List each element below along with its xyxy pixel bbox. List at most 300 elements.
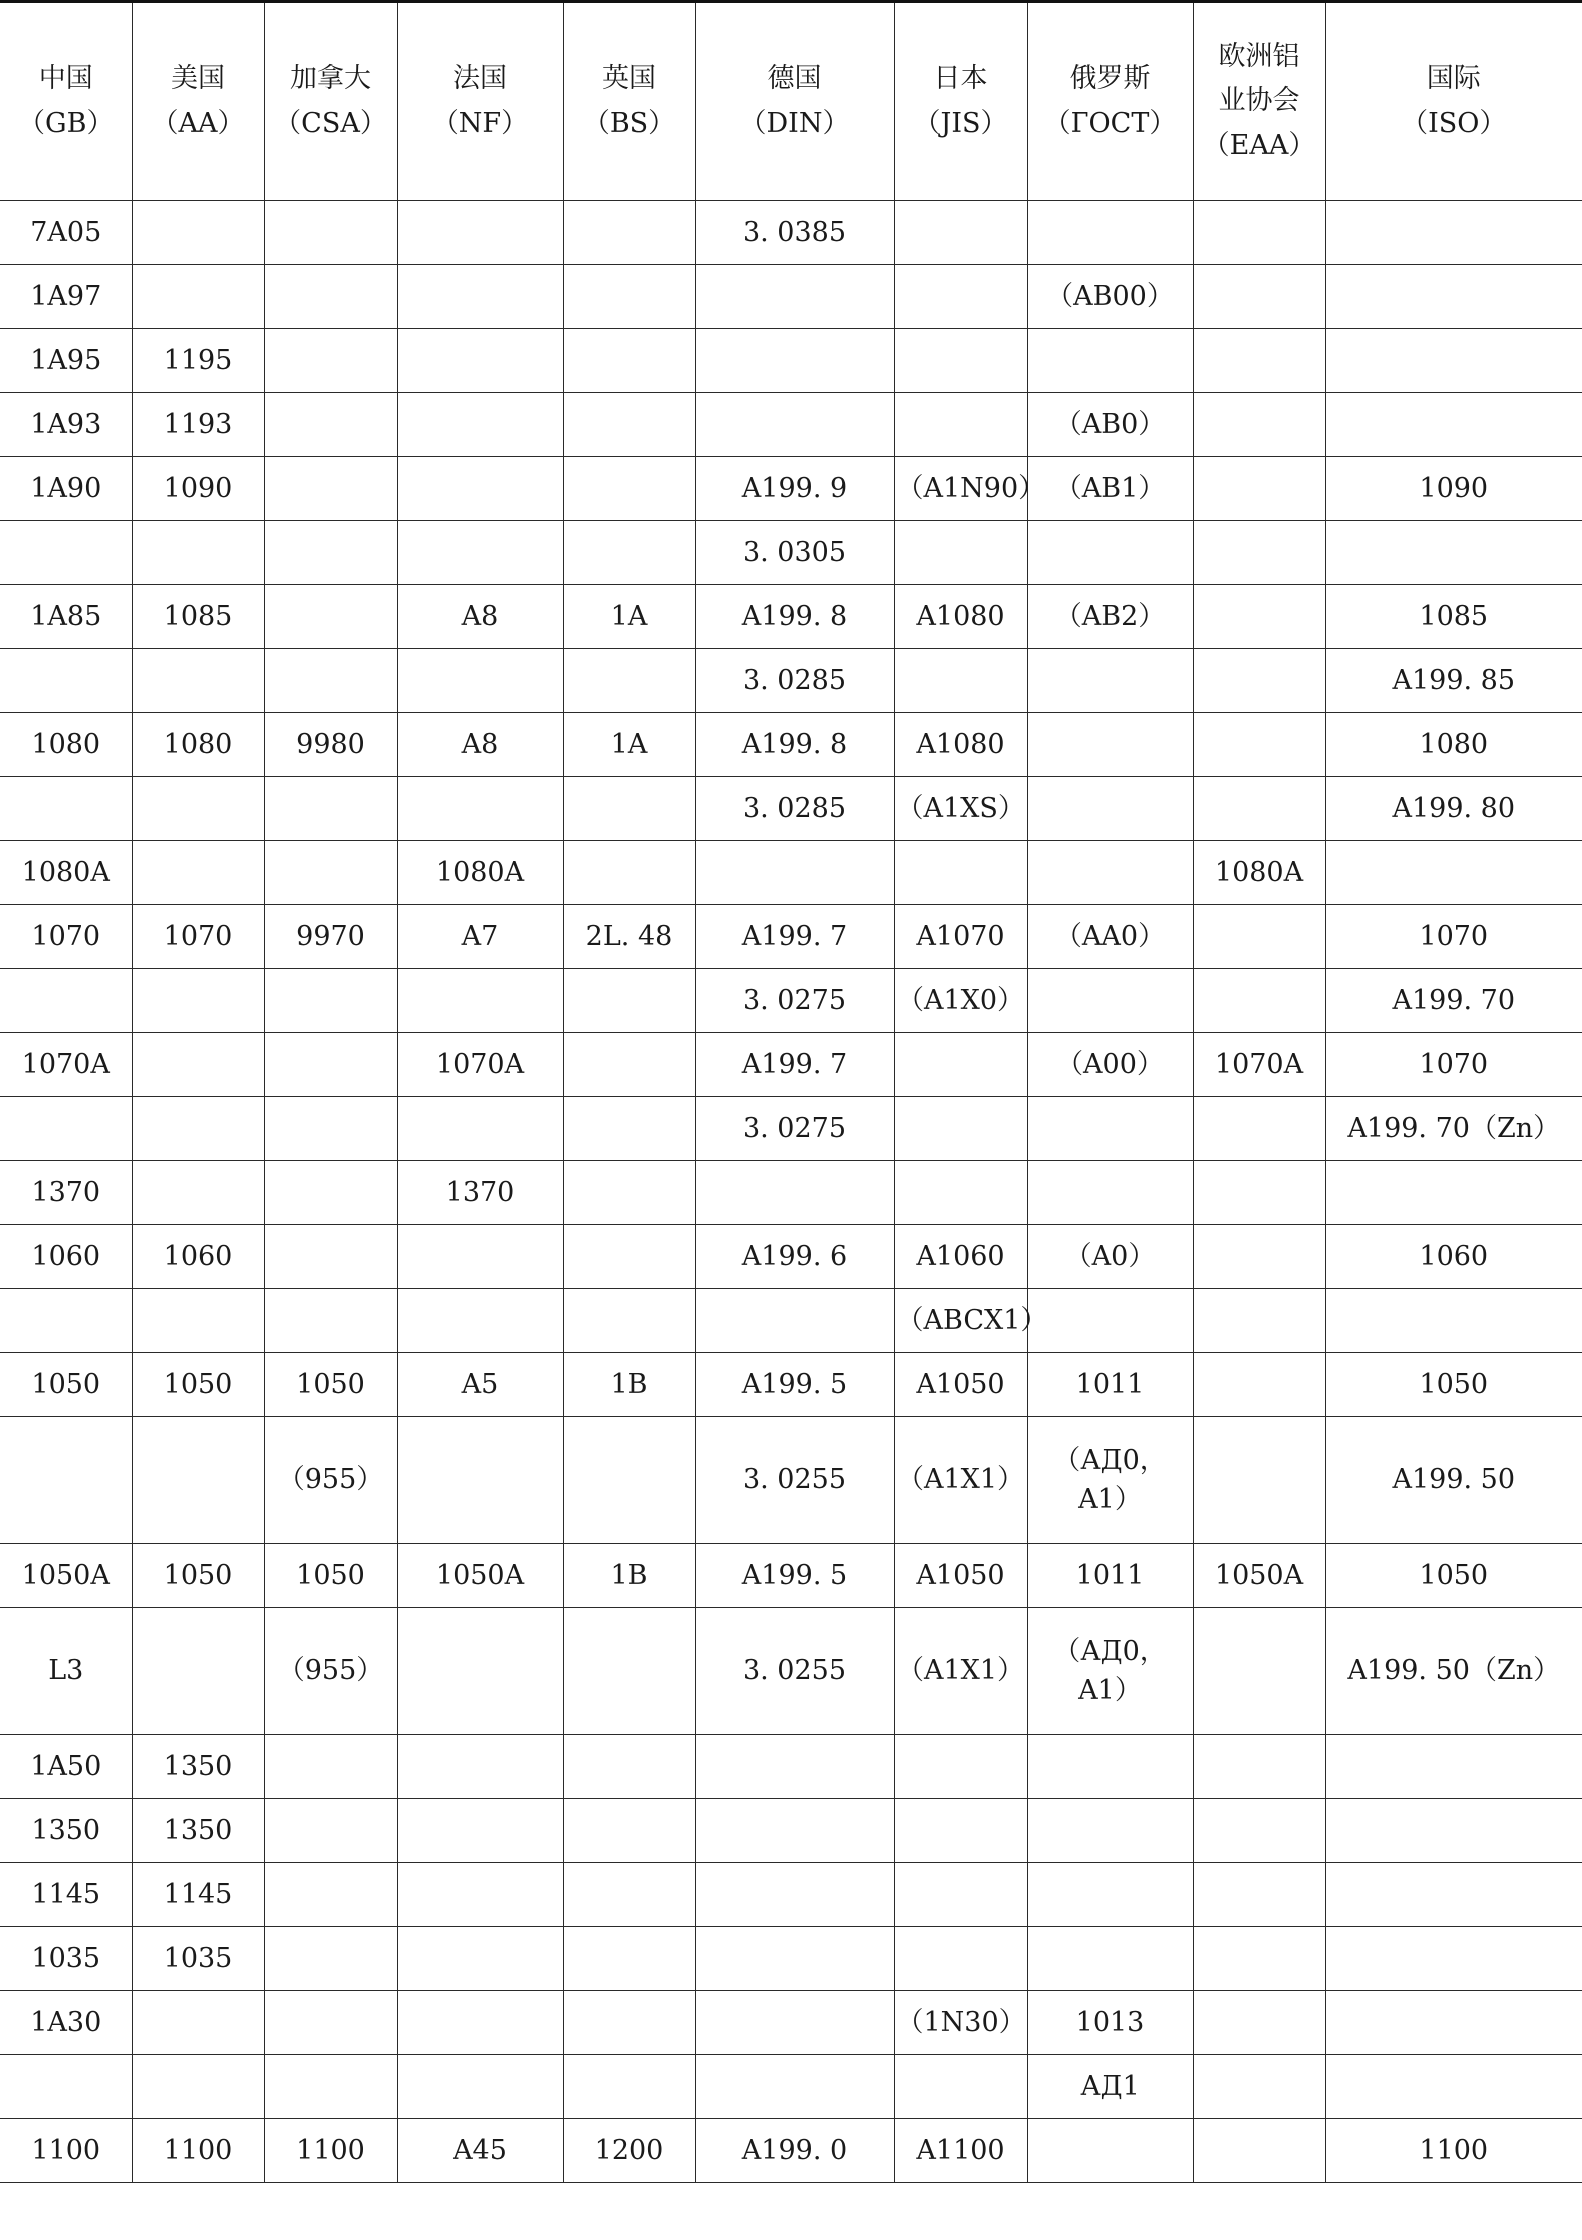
table-cell <box>1193 1225 1325 1289</box>
column-header <box>1325 2 1582 201</box>
table-cell <box>132 521 264 585</box>
table-cell <box>132 1033 264 1097</box>
table-cell <box>1193 521 1325 585</box>
table-cell <box>264 457 397 521</box>
table-cell <box>563 841 695 905</box>
table-cell <box>563 1863 695 1927</box>
table-cell <box>0 969 132 1033</box>
table-cell: （1N30） <box>894 1991 1027 2055</box>
table-cell <box>132 969 264 1033</box>
table-cell: A8 <box>397 585 563 649</box>
table-cell <box>1325 201 1582 265</box>
table-cell <box>894 1863 1027 1927</box>
column-header-name: 俄罗斯 <box>1069 62 1151 94</box>
table-cell <box>132 841 264 905</box>
table-cell: 1070 <box>0 905 132 969</box>
table-cell <box>397 521 563 585</box>
table-cell: 3. 0255 <box>695 1417 894 1544</box>
table-cell <box>1027 649 1193 713</box>
table-cell: （AB00） <box>1027 265 1193 329</box>
table-cell <box>695 1991 894 2055</box>
table-cell <box>695 1161 894 1225</box>
table-cell: 1070A <box>1193 1033 1325 1097</box>
table-cell: 1350 <box>132 1799 264 1863</box>
table-row <box>0 457 1582 521</box>
table-cell <box>695 1863 894 1927</box>
table-cell <box>1325 329 1582 393</box>
table-cell <box>397 201 563 265</box>
table-cell <box>563 969 695 1033</box>
table-row <box>0 2119 1582 2183</box>
table-cell: 1080A <box>397 841 563 905</box>
table-cell <box>264 1991 397 2055</box>
table-cell <box>264 265 397 329</box>
table-cell <box>264 1735 397 1799</box>
table-cell: 1100 <box>264 2119 397 2183</box>
table-row <box>0 1799 1582 1863</box>
table-cell: 1085 <box>1325 585 1582 649</box>
table-cell: A199. 85 <box>1325 649 1582 713</box>
column-header-name: 德国 <box>767 62 822 94</box>
table-cell <box>1027 1735 1193 1799</box>
table-cell: 1050 <box>132 1544 264 1608</box>
table-cell <box>563 1799 695 1863</box>
table-cell <box>1027 841 1193 905</box>
table-row <box>0 841 1582 905</box>
table-cell: 1050 <box>132 1353 264 1417</box>
table-cell <box>264 521 397 585</box>
table-cell: 1011 <box>1027 1544 1193 1608</box>
table-row <box>0 1608 1582 1735</box>
table-cell <box>1193 1161 1325 1225</box>
table-cell: 1A90 <box>0 457 132 521</box>
table-cell <box>1027 1097 1193 1161</box>
table-cell <box>132 1289 264 1353</box>
table-cell: A199. 6 <box>695 1225 894 1289</box>
table-cell <box>1027 2119 1193 2183</box>
table-cell <box>563 777 695 841</box>
column-header-name: 英国 <box>602 62 656 94</box>
table-cell: A199. 9 <box>695 457 894 521</box>
table-cell: 1350 <box>0 1799 132 1863</box>
table-cell <box>0 1289 132 1353</box>
table-cell <box>563 2055 695 2119</box>
table-cell <box>264 841 397 905</box>
table-cell <box>397 1863 563 1927</box>
table-cell: 3. 0285 <box>695 777 894 841</box>
table-cell <box>695 329 894 393</box>
table-cell: 3. 0275 <box>695 969 894 1033</box>
table-cell <box>1027 1799 1193 1863</box>
table-cell: 1A85 <box>0 585 132 649</box>
column-header <box>695 2 894 201</box>
table-cell <box>1325 1161 1582 1225</box>
column-header <box>132 2 264 201</box>
table-cell: A1050 <box>894 1544 1027 1608</box>
table-row <box>0 1225 1582 1289</box>
table-cell <box>1325 1735 1582 1799</box>
table-cell: A1060 <box>894 1225 1027 1289</box>
table-cell: 1A50 <box>0 1735 132 1799</box>
table-cell: 1080A <box>0 841 132 905</box>
table-cell: 7A05 <box>0 201 132 265</box>
table-cell: A45 <box>397 2119 563 2183</box>
table-cell <box>1193 329 1325 393</box>
table-cell: 1145 <box>132 1863 264 1927</box>
table-cell: A7 <box>397 905 563 969</box>
table-cell <box>132 1097 264 1161</box>
column-header-name: 加拿大 <box>290 62 371 94</box>
column-header-code: （ГОСТ） <box>1043 107 1177 139</box>
table-cell: A1100 <box>894 2119 1027 2183</box>
table-cell <box>894 1033 1027 1097</box>
table-cell <box>397 1608 563 1735</box>
table-cell <box>397 2055 563 2119</box>
table-row <box>0 649 1582 713</box>
table-cell <box>1193 2119 1325 2183</box>
table-cell: A1050 <box>894 1353 1027 1417</box>
table-cell: 1080 <box>132 713 264 777</box>
table-cell <box>695 841 894 905</box>
table-cell <box>1027 1161 1193 1225</box>
table-cell <box>397 969 563 1033</box>
table-row <box>0 1353 1582 1417</box>
table-cell: 1370 <box>397 1161 563 1225</box>
table-cell: A1080 <box>894 585 1027 649</box>
table-cell <box>1193 1799 1325 1863</box>
table-cell <box>1193 905 1325 969</box>
table-cell: （955） <box>264 1417 397 1544</box>
table-cell: 1195 <box>132 329 264 393</box>
table-cell: （AB0） <box>1027 393 1193 457</box>
table-cell <box>264 1097 397 1161</box>
table-body <box>0 201 1582 2183</box>
table-cell <box>264 649 397 713</box>
table-cell: （A1X1） <box>894 1417 1027 1544</box>
column-header-code: （DIN） <box>739 107 850 139</box>
table-row <box>0 1161 1582 1225</box>
table-cell: 3. 0285 <box>695 649 894 713</box>
table-cell: 1035 <box>132 1927 264 1991</box>
header-row <box>0 2 1582 201</box>
table-cell <box>1325 1863 1582 1927</box>
table-cell <box>695 265 894 329</box>
column-header-code: （GB） <box>18 107 114 139</box>
column-header-code: （JIS） <box>913 107 1008 139</box>
table-cell: 1050 <box>264 1353 397 1417</box>
table-cell: 2L. 48 <box>563 905 695 969</box>
table-cell: （A1XS） <box>894 777 1027 841</box>
table-cell <box>894 329 1027 393</box>
table-cell <box>264 1863 397 1927</box>
table-cell <box>0 1097 132 1161</box>
table-cell <box>563 457 695 521</box>
table-cell: 1A30 <box>0 1991 132 2055</box>
table-cell <box>1027 1289 1193 1353</box>
table-cell <box>1193 777 1325 841</box>
table-cell <box>1325 1799 1582 1863</box>
table-cell: 1080A <box>1193 841 1325 905</box>
table-cell <box>1193 1927 1325 1991</box>
table-cell <box>397 457 563 521</box>
table-cell: 1B <box>563 1544 695 1608</box>
table-cell: 1070 <box>132 905 264 969</box>
table-cell: 1080 <box>0 713 132 777</box>
table-cell <box>132 201 264 265</box>
table-cell: 1050A <box>397 1544 563 1608</box>
table-cell <box>1325 1927 1582 1991</box>
table-cell <box>563 393 695 457</box>
table-cell <box>1325 841 1582 905</box>
column-header-name: 欧洲铝 业协会 <box>1218 40 1300 117</box>
column-header-code: （CSA） <box>274 107 387 139</box>
table-cell <box>132 265 264 329</box>
table-cell <box>264 585 397 649</box>
table-cell <box>264 1927 397 1991</box>
table-cell: 1080 <box>1325 713 1582 777</box>
column-header-name: 法国 <box>453 62 507 94</box>
table-cell <box>894 2055 1027 2119</box>
table-cell: 3. 0255 <box>695 1608 894 1735</box>
table-cell: （AB2） <box>1027 585 1193 649</box>
table-cell <box>1325 393 1582 457</box>
table-cell: A199. 50 <box>1325 1417 1582 1544</box>
table-row <box>0 1289 1582 1353</box>
table-cell: （A1X0） <box>894 969 1027 1033</box>
table-cell <box>1325 2055 1582 2119</box>
table-cell <box>1193 2055 1325 2119</box>
table-cell <box>264 201 397 265</box>
table-cell <box>894 1927 1027 1991</box>
table-cell <box>563 1927 695 1991</box>
table-cell: 1A97 <box>0 265 132 329</box>
column-header <box>0 2 132 201</box>
column-header <box>264 2 397 201</box>
table-cell <box>132 1417 264 1544</box>
column-header <box>563 2 695 201</box>
table-cell <box>894 841 1027 905</box>
table-cell <box>397 1097 563 1161</box>
table-cell: （AA0） <box>1027 905 1193 969</box>
table-cell <box>1193 585 1325 649</box>
table-cell <box>264 1161 397 1225</box>
table-row <box>0 2055 1582 2119</box>
table-cell: （A00） <box>1027 1033 1193 1097</box>
table-cell: 1013 <box>1027 1991 1193 2055</box>
table-cell <box>563 1097 695 1161</box>
table-cell <box>1027 777 1193 841</box>
table-cell: 1060 <box>1325 1225 1582 1289</box>
column-header-code: （AA） <box>151 107 245 139</box>
table-cell <box>264 1289 397 1353</box>
column-header <box>894 2 1027 201</box>
table-cell <box>397 1417 563 1544</box>
table-cell: 9970 <box>264 905 397 969</box>
table-cell: 1060 <box>0 1225 132 1289</box>
table-row <box>0 1927 1582 1991</box>
table-cell <box>894 649 1027 713</box>
table-cell: 1145 <box>0 1863 132 1927</box>
table-cell: 3. 0305 <box>695 521 894 585</box>
table-cell: A199. 0 <box>695 2119 894 2183</box>
table-cell <box>397 649 563 713</box>
table-cell <box>563 265 695 329</box>
table-cell: 1050 <box>1325 1353 1582 1417</box>
table-cell: （A1X1） <box>894 1608 1027 1735</box>
column-header-name: 国际 <box>1426 62 1481 94</box>
table-cell: A1070 <box>894 905 1027 969</box>
column-header <box>397 2 563 201</box>
table-cell: 1050 <box>0 1353 132 1417</box>
table-row <box>0 1863 1582 1927</box>
table-cell <box>1193 1608 1325 1735</box>
table-row <box>0 969 1582 1033</box>
table-row <box>0 265 1582 329</box>
table-cell <box>397 777 563 841</box>
table-row <box>0 905 1582 969</box>
table-cell <box>1027 969 1193 1033</box>
table-cell: A5 <box>397 1353 563 1417</box>
table-cell: 1070A <box>0 1033 132 1097</box>
table-cell <box>563 201 695 265</box>
table-cell: A199. 8 <box>695 713 894 777</box>
table-cell <box>397 393 563 457</box>
table-cell <box>1193 457 1325 521</box>
table-cell <box>1193 969 1325 1033</box>
table-cell <box>563 1033 695 1097</box>
table-cell: 1070A <box>397 1033 563 1097</box>
table-cell <box>132 1161 264 1225</box>
table-cell <box>264 969 397 1033</box>
table-cell <box>894 1097 1027 1161</box>
table-cell: A199. 7 <box>695 1033 894 1097</box>
table-cell <box>1027 1863 1193 1927</box>
table-cell <box>1027 713 1193 777</box>
table-cell <box>563 1161 695 1225</box>
table-cell: 1200 <box>563 2119 695 2183</box>
column-header-name: 日本 <box>933 62 988 94</box>
table-row <box>0 329 1582 393</box>
table-cell <box>1027 521 1193 585</box>
table-cell <box>1193 1097 1325 1161</box>
column-header-name: 中国 <box>38 62 93 94</box>
table-row <box>0 1033 1582 1097</box>
table-cell <box>563 1735 695 1799</box>
table-cell <box>397 1289 563 1353</box>
table-cell: A199. 8 <box>695 585 894 649</box>
table-cell <box>0 649 132 713</box>
table-cell: 1A93 <box>0 393 132 457</box>
table-cell <box>1027 329 1193 393</box>
table-row <box>0 1544 1582 1608</box>
table-cell <box>1027 201 1193 265</box>
table-cell: 3. 0385 <box>695 201 894 265</box>
table-cell: （955） <box>264 1608 397 1735</box>
table-cell <box>695 1289 894 1353</box>
table-cell: 1011 <box>1027 1353 1193 1417</box>
table-cell: 1090 <box>132 457 264 521</box>
table-cell <box>894 1161 1027 1225</box>
table-row <box>0 521 1582 585</box>
table-cell <box>264 329 397 393</box>
table-cell: （A1N90） <box>894 457 1027 521</box>
column-header-code: （ISO） <box>1401 107 1507 139</box>
table-cell <box>397 265 563 329</box>
table-cell <box>132 2055 264 2119</box>
table-cell <box>397 1735 563 1799</box>
column-header <box>1193 2 1325 201</box>
table-cell <box>1193 1289 1325 1353</box>
table-cell: L3 <box>0 1608 132 1735</box>
table-cell <box>1193 1735 1325 1799</box>
table-cell <box>695 1735 894 1799</box>
table-cell <box>264 393 397 457</box>
column-header-code: （EAA） <box>1202 129 1316 161</box>
table-cell: 1100 <box>1325 2119 1582 2183</box>
table-cell <box>563 329 695 393</box>
table-row <box>0 1991 1582 2055</box>
table-cell: A199. 7 <box>695 905 894 969</box>
table-cell: （AB1） <box>1027 457 1193 521</box>
table-cell <box>264 1033 397 1097</box>
table-cell: A199. 5 <box>695 1353 894 1417</box>
table-row <box>0 777 1582 841</box>
table-cell: 1085 <box>132 585 264 649</box>
table-cell: 9980 <box>264 713 397 777</box>
table-cell <box>695 2055 894 2119</box>
table-cell: A199. 70（Zn） <box>1325 1097 1582 1161</box>
table-cell: АД1 <box>1027 2055 1193 2119</box>
table-cell: 1050A <box>1193 1544 1325 1608</box>
table-cell <box>1193 649 1325 713</box>
table-cell <box>0 521 132 585</box>
table-cell <box>264 1225 397 1289</box>
table-cell <box>0 1417 132 1544</box>
table-cell <box>264 1799 397 1863</box>
table-cell <box>695 1799 894 1863</box>
table-cell <box>1193 1991 1325 2055</box>
table-cell <box>132 649 264 713</box>
table-cell <box>1325 265 1582 329</box>
table-cell <box>563 649 695 713</box>
table-cell: 1B <box>563 1353 695 1417</box>
table-cell <box>894 393 1027 457</box>
table-cell <box>1193 393 1325 457</box>
table-cell <box>397 1799 563 1863</box>
table-row <box>0 201 1582 265</box>
table-cell: 1050A <box>0 1544 132 1608</box>
table-cell <box>397 1225 563 1289</box>
table-cell <box>397 1927 563 1991</box>
table-cell <box>132 777 264 841</box>
table-cell <box>1325 1289 1582 1353</box>
table-cell: 1090 <box>1325 457 1582 521</box>
table-cell: 1060 <box>132 1225 264 1289</box>
table-cell: 1100 <box>0 2119 132 2183</box>
table-cell <box>132 1608 264 1735</box>
table-cell: （АД0， A1） <box>1027 1417 1193 1544</box>
table-row <box>0 393 1582 457</box>
column-header-code: （NF） <box>431 107 529 139</box>
table-header <box>0 2 1582 201</box>
table-cell <box>695 393 894 457</box>
table-cell <box>563 1417 695 1544</box>
table-cell: （АД0， A1） <box>1027 1608 1193 1735</box>
column-header-name: 美国 <box>171 62 225 94</box>
table-cell <box>563 1608 695 1735</box>
table-cell: 3. 0275 <box>695 1097 894 1161</box>
table-cell <box>1193 1353 1325 1417</box>
